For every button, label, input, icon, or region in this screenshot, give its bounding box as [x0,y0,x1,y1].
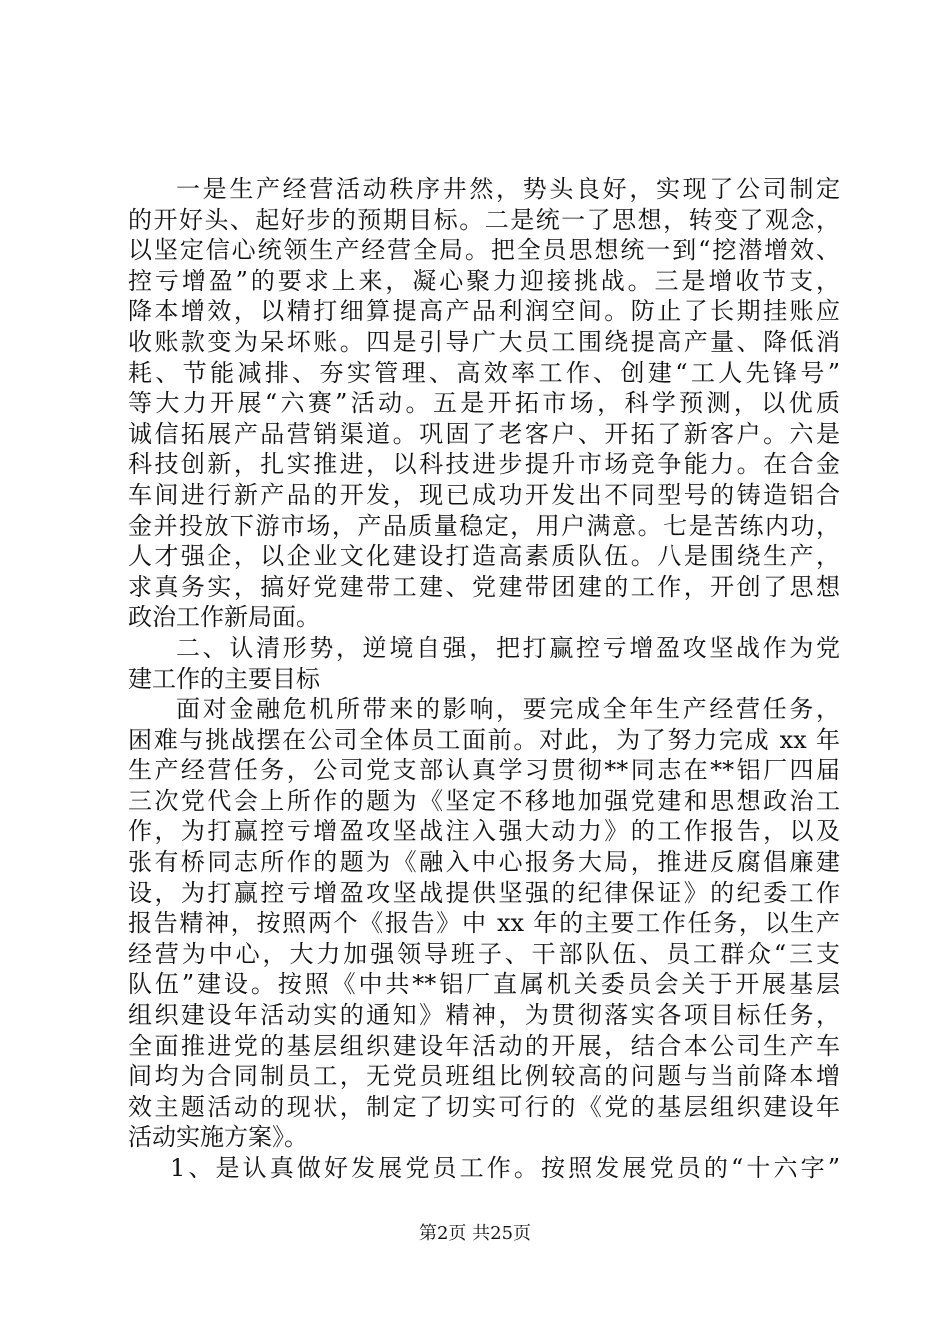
paragraph-line: 的开好头、起好步的预期目标。二是统一了思想，转变了观念， [128,205,840,234]
paragraph-line: 金并投放下游市场，产品质量稳定，用户满意。七是苦练内功， [128,511,840,540]
paragraph-line: 以坚定信心统领生产经营全局。把全员思想统一到“挖潜增效、 [128,236,840,265]
paragraph-line: 政治工作新局面。 [128,603,320,632]
page-footer: 第2页 共25页 [418,1223,532,1244]
paragraph-line: 活动实施方案》。 [128,1123,308,1152]
section-heading-line: 二、认清形势，逆境自强，把打赢控亏增盈攻坚战作为党 [176,633,840,662]
paragraph-line: 设，为打赢控亏增盈攻坚战提供坚强的纪律保证》的纪委工作 [128,878,840,907]
paragraph-line: 困难与挑战摆在公司全体员工面前。对此，为了努力完成 xx 年 [128,725,840,754]
paragraph-line: 间均为合同制员工，无党员班组比例较高的问题与当前降本增 [128,1062,840,1091]
paragraph-line: 报告精神，按照两个《报告》中 xx 年的主要工作任务，以生产 [128,909,840,938]
document-body [128,174,840,1184]
paragraph-line: 作，为打赢控亏增盈攻坚战注入强大动力》的工作报告，以及 [128,817,840,846]
paragraph-line: 等大力开展“六赛”活动。五是开拓市场，科学预测，以优质 [128,389,840,418]
paragraph-line: 一是生产经营活动秩序井然，势头良好，实现了公司制定 [176,175,840,203]
paragraph-line: 三次党代会上所作的题为《坚定不移地加强党建和思想政治工 [128,786,840,815]
paragraph-line: 面对金融危机所带来的影响，要完成全年生产经营任务， [176,695,840,724]
section-heading-line: 建工作的主要目标 [128,664,320,693]
paragraph-line: 收账款变为呆坏账。四是引导广大员工围绕提高产量、降低消 [128,327,840,356]
paragraph-line: 效主题活动的现状，制定了切实可行的《党的基层组织建设年 [128,1092,840,1121]
paragraph-line: 队伍”建设。按照《中共**铝厂直属机关委员会关于开展基层 [128,970,840,999]
paragraph-line: 经营为中心，大力加强领导班子、干部队伍、员工群众“三支 [128,939,840,968]
paragraph-line: 降本增效，以精打细算提高产品利润空间。防止了长期挂账应 [128,297,840,326]
paragraph-line: 求真务实，搞好党建带工建、党建带团建的工作，开创了思想 [128,572,840,601]
paragraph-line: 人才强企，以企业文化建设打造高素质队伍。八是围绕生产， [128,542,840,571]
list-item-line: 1、是认真做好发展党员工作。按照发展党员的“十六字” [170,1154,840,1182]
paragraph-line: 控亏增盈”的要求上来，凝心聚力迎接挑战。三是增收节支， [128,266,840,295]
paragraph-line: 生产经营任务，公司党支部认真学习贯彻**同志在**铝厂四届 [128,756,840,785]
paragraph-line: 耗、节能减排、夯实管理、高效率工作、创建“工人先锋号” [128,358,840,387]
paragraph-line: 车间进行新产品的开发，现已成功开发出不同型号的铸造铝合 [128,480,840,509]
paragraph-line: 全面推进党的基层组织建设年活动的开展，结合本公司生产车 [128,1031,840,1060]
paragraph-line: 张有桥同志所作的题为《融入中心报务大局，推进反腐倡廉建 [128,848,840,877]
paragraph-line: 组织建设年活动实的通知》精神，为贯彻落实各项目标任务， [128,1001,840,1030]
paragraph-line: 科技创新，扎实推进，以科技进步提升市场竞争能力。在合金 [128,450,840,479]
paragraph-line: 诚信拓展产品营销渠道。巩固了老客户、开拓了新客户。六是 [128,419,840,448]
